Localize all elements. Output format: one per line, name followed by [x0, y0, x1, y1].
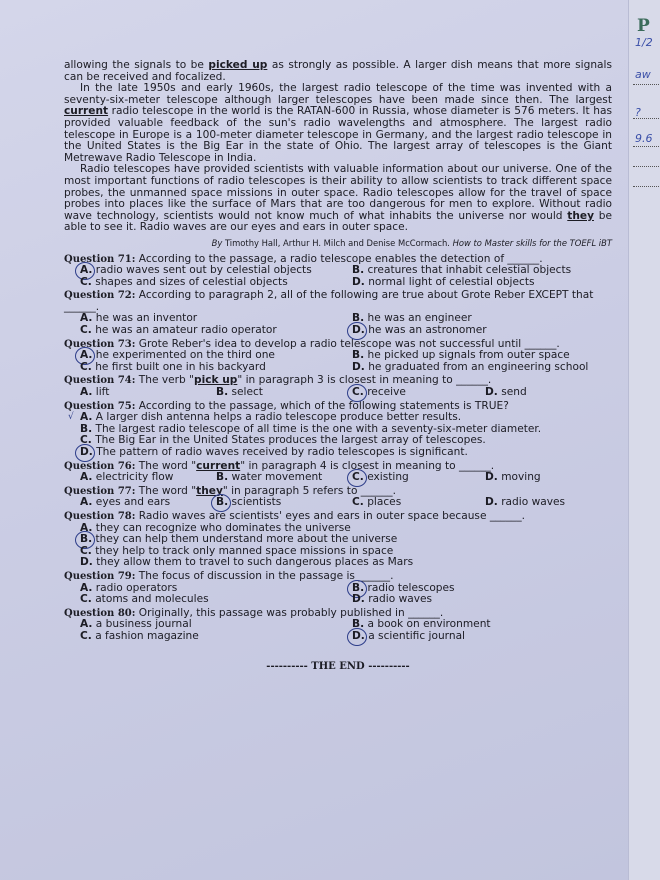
- keyword-picked-up: picked up: [208, 59, 268, 71]
- text: allowing the signals to be: [64, 59, 209, 71]
- option-text: he was an astronomer: [368, 324, 487, 337]
- option-text: they can help them understand more about the universe: [95, 533, 398, 546]
- question-stem: Radio waves are scientists' eyes and ears in outer space because ______.: [138, 509, 525, 522]
- question-stem: Grote Reber's idea to develop a radio telescope was not successful until ______.: [138, 337, 560, 350]
- option-letter: D.: [352, 275, 365, 288]
- keyword-they: they: [567, 209, 594, 222]
- option-letter: D.: [80, 446, 93, 458]
- citation: [64, 238, 612, 250]
- option-letter: C.: [352, 471, 364, 484]
- option-text: send: [501, 386, 527, 399]
- option-text: The largest radio telescope of all time is the one with a seventy-six-meter diameter.: [95, 422, 542, 435]
- exam-content: [64, 60, 612, 672]
- option-text: he was an amateur radio operator: [95, 324, 277, 337]
- question-stem: " in paragraph 4 is closest in meaning to ______.: [240, 459, 495, 472]
- option-c[interactable]: [352, 497, 485, 509]
- passage-paragraph-2: [64, 83, 612, 164]
- question-label: Question 77:: [64, 485, 136, 497]
- option-letter: B.: [216, 386, 229, 399]
- option-letter: A.: [80, 618, 93, 631]
- option-letter: A.: [80, 471, 93, 484]
- option-letter: A.: [80, 386, 93, 399]
- option-text: moving: [501, 471, 541, 484]
- handwriting-note: 1/2: [635, 36, 653, 49]
- option-text: scientists: [231, 496, 282, 509]
- option-a[interactable]: [80, 497, 216, 509]
- option-letter: A.: [80, 264, 93, 277]
- option-letter: D.: [485, 386, 498, 399]
- text: In the late 1950s and early 1960s, the largest radio telescope of the time was invented with a seventy-six-meter telescope although larger telescopes have been made since then. The largest: [64, 82, 612, 106]
- option-d[interactable]: [352, 631, 612, 643]
- option-text: existing: [367, 471, 409, 484]
- question-label: Question 74:: [64, 375, 136, 387]
- option-letter: C.: [80, 593, 92, 606]
- option-letter: C.: [80, 360, 92, 373]
- question-stem: The word ": [138, 459, 197, 472]
- option-letter: B.: [352, 312, 365, 325]
- option-letter: B.: [352, 581, 365, 594]
- option-letter: D.: [485, 496, 498, 509]
- dotted-line: [633, 84, 660, 85]
- option-letter: D.: [352, 629, 365, 642]
- citation-authors: Timothy Hall, Arthur H. Milch and Denise McCormach.: [222, 237, 453, 248]
- question-stem: Originally, this passage was probably published in ______.: [138, 606, 444, 619]
- option-b[interactable]: [216, 387, 352, 399]
- question-75: [64, 401, 612, 459]
- handwriting-note: aw: [635, 68, 651, 81]
- option-text: normal light of celestial objects: [368, 275, 535, 288]
- option-b[interactable]: [216, 497, 352, 509]
- option-letter: B.: [216, 496, 229, 509]
- option-letter: D.: [80, 556, 93, 569]
- question-stem: The verb ": [138, 374, 194, 387]
- option-letter: B.: [352, 618, 365, 631]
- option-b[interactable]: [216, 472, 352, 484]
- handwriting-note: 9.6: [635, 132, 653, 145]
- question-77: [64, 486, 612, 509]
- question-stem: The focus of discussion in the passage is ______.: [138, 569, 394, 582]
- option-text: The pattern of radio waves received by radio telescopes is significant.: [96, 446, 468, 458]
- the-end-marker: ---------- THE END ----------: [266, 660, 410, 672]
- keyword-pick-up: pick up: [193, 374, 238, 387]
- option-letter: D.: [352, 360, 365, 373]
- option-letter: C.: [352, 496, 364, 509]
- option-text: a scientific journal: [368, 629, 466, 642]
- passage-paragraph-1: [64, 60, 612, 83]
- option-letter: A.: [80, 349, 93, 362]
- dotted-line: [633, 146, 660, 147]
- option-text: they can recognize who dominates the universe: [95, 521, 351, 534]
- option-text: he picked up signals from outer space: [367, 349, 570, 362]
- option-letter: C.: [80, 434, 92, 447]
- option-letter: C.: [80, 275, 92, 288]
- checkmark-icon: √: [68, 412, 74, 423]
- option-d[interactable]: [352, 594, 612, 606]
- text: radio telescope in the world is the RATAN-600 in Russia, whose diameter is 576 meters. It has provided valuable feedback of the sun's radio wavelengths and atmosphere. The largest radio telescope in Europe is a 100-meter diameter telescope in Germany, and the largest radio telescope in the United States is the Big Ear in the state of Ohio. The largest array of telescopes is the Giant Metrewave Radio Telescope in India.: [64, 105, 612, 164]
- question-78: [64, 511, 612, 569]
- option-a[interactable]: [80, 387, 216, 399]
- option-d[interactable]: [80, 557, 612, 569]
- option-letter: C.: [80, 324, 92, 337]
- dotted-line: [633, 166, 660, 167]
- citation-title: How to Master skills for the TOEFL iBT: [452, 237, 612, 248]
- question-stem: According to the passage, which of the following statements is TRUE?: [138, 399, 509, 412]
- question-label: Question 75:: [64, 400, 136, 412]
- option-d[interactable]: [485, 387, 605, 399]
- question-stem: The word ": [138, 484, 197, 497]
- option-letter: A.: [80, 581, 93, 594]
- option-letter: D.: [485, 471, 498, 484]
- option-text: radio telescopes: [367, 581, 455, 594]
- option-letter: C.: [352, 386, 364, 399]
- option-text: a business journal: [95, 618, 192, 631]
- option-letter: B.: [352, 349, 365, 362]
- option-text: shapes and sizes of celestial objects: [95, 275, 288, 288]
- passage-paragraph-3: [64, 164, 612, 234]
- option-text: water movement: [231, 471, 323, 484]
- option-d[interactable]: [485, 472, 605, 484]
- option-text: places: [367, 496, 402, 509]
- option-d[interactable]: [80, 447, 612, 459]
- option-text: radio waves: [501, 496, 566, 509]
- question-stem: " in paragraph 3 is closest in meaning to ______.: [237, 374, 492, 387]
- option-text: he graduated from an engineering school: [368, 360, 589, 373]
- question-stem: " in paragraph 5 refers to ______.: [222, 484, 396, 497]
- question-label: Question 71:: [64, 253, 136, 265]
- question-label: Question 72:: [64, 290, 136, 302]
- question-76: [64, 461, 612, 484]
- citation-by: By: [211, 237, 223, 248]
- option-letter: C.: [80, 629, 92, 642]
- option-text: radio operators: [95, 581, 178, 594]
- keyword-current: current: [64, 105, 109, 118]
- question-label: Question 76:: [64, 460, 136, 472]
- option-c[interactable]: [80, 362, 352, 374]
- option-letter: B.: [80, 422, 93, 435]
- option-text: select: [231, 386, 263, 399]
- keyword-current: current: [196, 459, 241, 472]
- option-text: atoms and molecules: [95, 593, 209, 606]
- question-label: Question 80:: [64, 607, 136, 619]
- option-letter: B.: [80, 533, 93, 546]
- question-label: Question 79:: [64, 570, 136, 582]
- option-letter: A.: [80, 312, 93, 325]
- question-stem: According to the passage, a radio telescope enables the detection of ______.: [138, 252, 543, 265]
- option-c[interactable]: [80, 325, 352, 337]
- dotted-line: [633, 118, 660, 119]
- option-text: electricity flow: [95, 471, 174, 484]
- option-text: they allow them to travel to such dangerous places as Mars: [96, 556, 414, 569]
- question-80: [64, 608, 612, 643]
- option-a[interactable]: [80, 472, 216, 484]
- option-text: creatures that inhabit celestial objects: [367, 264, 572, 277]
- option-text: he experimented on the third one: [95, 349, 275, 362]
- question-72: [64, 290, 612, 336]
- option-c[interactable]: [352, 472, 485, 484]
- question-label: Question 78:: [64, 510, 136, 522]
- option-text: radio waves sent out by celestial objects: [95, 264, 312, 277]
- question-stem: According to paragraph 2, all of the following are true about Grote Reber EXCEPT that ______.: [64, 289, 594, 313]
- option-c[interactable]: [352, 387, 485, 399]
- question-label: Question 73:: [64, 338, 136, 350]
- text: Radio telescopes have provided scientists with valuable information about our universe. One of the most important functions of radio telescopes is their ability to allow scientists to track different space probes, the unmanned space missions in outer space. Radio telescopes allow for the travel of space probes into places like the surface of Mars that are too dangerous for men to explore. Without radio wave technology, scientists would not know much of what inhabits the universe nor would: [64, 163, 612, 222]
- question-73: [64, 339, 612, 374]
- option-text: he was an engineer: [367, 312, 472, 325]
- option-text: radio waves: [368, 593, 433, 606]
- option-text: a book on environment: [367, 618, 491, 631]
- option-d[interactable]: [352, 362, 612, 374]
- option-text: lift: [95, 386, 110, 399]
- option-letter: A.: [80, 411, 93, 424]
- option-text: eyes and ears: [95, 496, 171, 509]
- option-d[interactable]: [352, 325, 612, 337]
- option-d[interactable]: [485, 497, 605, 509]
- option-text: he first built one in his backyard: [95, 360, 266, 373]
- keyword-they: they: [196, 484, 223, 497]
- question-71: [64, 254, 612, 289]
- option-letter: A.: [80, 496, 93, 509]
- question-79: [64, 571, 612, 606]
- option-letter: D.: [352, 593, 365, 606]
- option-text: A larger dish antenna helps a radio telescope produce better results.: [95, 411, 462, 424]
- text: be able to see it. Radio waves are our eyes and ears in outer space.: [64, 209, 612, 234]
- option-letter: D.: [352, 324, 365, 337]
- underlying-page-edge: [628, 0, 660, 880]
- option-text: they help to track only manned space missions in space: [95, 544, 394, 557]
- option-letter: B.: [216, 471, 229, 484]
- option-d[interactable]: [352, 277, 612, 289]
- option-letter: C.: [80, 544, 92, 557]
- option-text: a fashion magazine: [95, 629, 199, 642]
- handwriting-note: ?: [635, 106, 641, 119]
- option-c[interactable]: [80, 631, 352, 643]
- option-letter: A.: [80, 521, 93, 534]
- dotted-line: [633, 186, 660, 187]
- option-c[interactable]: [80, 594, 352, 606]
- option-text: he was an inventor: [95, 312, 198, 325]
- option-c[interactable]: [80, 277, 352, 289]
- option-letter: B.: [352, 264, 365, 277]
- page-letter: P: [637, 16, 650, 36]
- question-74: [64, 375, 612, 398]
- option-text: receive: [367, 386, 406, 399]
- text: as strongly as possible. A larger dish means that more signals can be received and focalized.: [64, 59, 612, 83]
- option-text: The Big Ear in the United States produces the largest array of telescopes.: [95, 434, 486, 447]
